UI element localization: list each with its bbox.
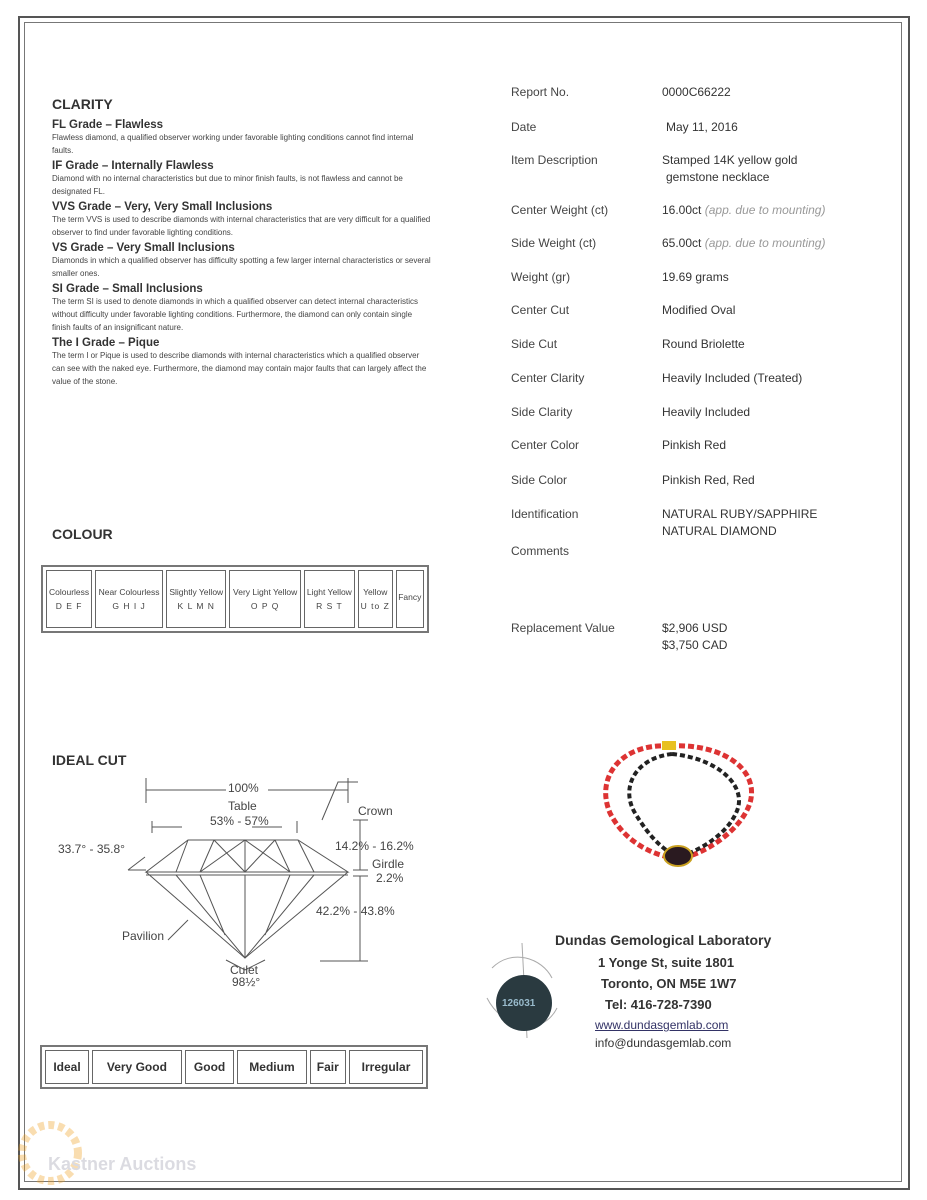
report-label: Side Color <box>511 473 568 487</box>
report-label: Weight (gr) <box>511 270 571 284</box>
crown-label: Crown <box>358 804 393 818</box>
colour-name: Colourless <box>48 587 90 597</box>
report-label: Item Description <box>511 153 598 167</box>
watermark-text: Kastner Auctions <box>48 1154 197 1174</box>
necklace-photo <box>600 738 770 878</box>
report-value <box>662 235 825 252</box>
cut-grade-cell: Very Good <box>92 1050 182 1084</box>
watermark-logo <box>20 1118 197 1193</box>
pavilion-depth: 42.2% - 43.8% <box>316 904 395 918</box>
report-value <box>662 84 731 101</box>
report-label: Center Cut <box>511 303 570 317</box>
clarity-grade-desc: Diamond with no internal characteristics but due to minor finish faults, is not flawless and cannot be designated FL. <box>52 174 403 196</box>
report-label: Center Clarity <box>511 371 585 385</box>
clarity-grade-desc: The term I or Pique is used to describe diamonds with internal characteristics which a qualified observer can see with the naked eye. Furthermore, the diamond may contain major faults that can largely affect the value of the stone. <box>52 351 427 386</box>
report-value <box>666 119 738 136</box>
girdle-label: Girdle <box>372 857 405 871</box>
report-value <box>662 302 735 319</box>
cut-grade-cell: Good <box>185 1050 235 1084</box>
colour-name: Slightly Yellow <box>169 587 224 597</box>
report-value <box>662 370 802 387</box>
colour-name: Fancy <box>398 592 422 602</box>
cut-grade-cell: Medium <box>237 1050 306 1084</box>
colour-cell <box>358 570 393 628</box>
colour-grades: G H I J <box>112 601 146 611</box>
report-value <box>662 336 745 353</box>
report-value <box>662 269 729 286</box>
report-label: Center Color <box>511 438 580 452</box>
report-value <box>662 506 817 540</box>
report-label: Side Clarity <box>511 405 573 419</box>
report-label: Identification <box>511 507 579 521</box>
hologram-seal <box>482 938 562 1048</box>
report-label: Comments <box>511 544 570 558</box>
report-value-text: 0000C66222 <box>662 85 731 99</box>
report-value-text: 19.69 grams <box>662 270 729 284</box>
colour-name: Yellow <box>363 587 388 597</box>
cut-grade-cell: Irregular <box>349 1050 423 1084</box>
report-value-line2: NATURAL DIAMOND <box>662 524 777 538</box>
report-value-text: Modified Oval <box>662 303 736 317</box>
clarity-grade <box>52 201 432 239</box>
pavilion-label: Pavilion <box>122 929 165 943</box>
cut-grade-cell: Ideal <box>45 1050 89 1084</box>
colour-cell <box>95 570 163 628</box>
colour-grades: R S T <box>316 601 343 611</box>
report-value <box>662 202 825 219</box>
clarity-grade-name: The I Grade – Pique <box>52 337 160 349</box>
report-value-text: May 11, 2016 <box>666 120 738 134</box>
lab-email: info@dundasgemlab.com <box>595 1036 732 1050</box>
ideal-cut-title: IDEAL CUT <box>52 752 127 768</box>
culet-angle: 98½° <box>232 975 261 989</box>
report-value-text: Pinkish Red, Red <box>662 473 755 487</box>
report-label: Report No. <box>511 85 570 99</box>
lab-name: Dundas Gemological Laboratory <box>555 932 772 948</box>
seal-number: 126031 <box>502 998 536 1009</box>
report-value-note: (app. due to mounting) <box>704 236 826 250</box>
report-value-text: $2,906 USD <box>662 621 728 635</box>
diameter-label: 100% <box>228 781 259 795</box>
colour-grades: D E F <box>55 601 83 611</box>
report-value-text: Heavily Included (Treated) <box>662 371 803 385</box>
clarity-title: CLARITY <box>52 96 113 112</box>
report-value <box>662 404 750 421</box>
table-percent: 53% - 57% <box>210 814 269 828</box>
report-value-line2: gemstone necklace <box>666 170 770 184</box>
report-label: Center Weight (ct) <box>511 203 609 217</box>
report-value <box>662 152 797 186</box>
culet-label: Culet <box>230 963 259 977</box>
report-label: Side Cut <box>511 337 558 351</box>
clarity-list <box>52 116 432 388</box>
clarity-grade <box>52 337 432 388</box>
clarity-grade <box>52 283 432 334</box>
crown-height: 14.2% - 16.2% <box>335 839 414 853</box>
lab-website-link[interactable]: www.dundasgemlab.com <box>595 1018 729 1032</box>
report-value-text: Heavily Included <box>662 405 751 419</box>
report-value-text: 65.00ct <box>662 236 702 250</box>
colour-cell <box>166 570 226 628</box>
colour-name: Near Colourless <box>98 587 160 597</box>
report-value-text: Pinkish Red <box>662 438 727 452</box>
colour-cell <box>46 570 92 628</box>
report-value-text: NATURAL RUBY/SAPPHIRE <box>662 507 818 521</box>
clarity-grade-desc: Diamonds in which a qualified observer has difficulty spotting a few larger internal characteristics or several smaller ones. <box>52 256 431 278</box>
girdle-percent: 2.2% <box>376 871 404 885</box>
report-value-line2: $3,750 CAD <box>662 638 728 652</box>
lab-address-2: Toronto, ON M5E 1W7 <box>601 976 737 991</box>
report-value-text: Round Briolette <box>662 337 745 351</box>
report-value-text: 16.00ct <box>662 203 702 217</box>
report-value <box>662 472 755 489</box>
colour-grades: K L M N <box>177 601 215 611</box>
clarity-grade-name: VVS Grade – Very, Very Small Inclusions <box>52 201 273 213</box>
clarity-grade <box>52 160 432 198</box>
clarity-grade <box>52 242 432 280</box>
lab-address-1: 1 Yonge St, suite 1801 <box>598 955 735 970</box>
colour-cell <box>229 570 300 628</box>
crown-angle: 33.7° - 35.8° <box>58 842 125 856</box>
report-value <box>662 620 727 654</box>
colour-title: COLOUR <box>52 526 113 542</box>
report-value-note: (app. due to mounting) <box>704 203 826 217</box>
clarity-grade <box>52 119 432 157</box>
cut-grade-table <box>40 1045 428 1089</box>
colour-cell <box>304 570 355 628</box>
colour-scale-table <box>41 565 429 633</box>
colour-name: Very Light Yellow <box>233 587 298 597</box>
lab-phone: Tel: 416-728-7390 <box>605 997 712 1012</box>
colour-grades: O P Q <box>250 601 280 611</box>
report-value <box>662 437 726 454</box>
report-label: Date <box>511 120 537 134</box>
clarity-grade-name: IF Grade – Internally Flawless <box>52 160 214 172</box>
diamond-cut-diagram <box>40 770 440 995</box>
colour-cell <box>396 570 424 628</box>
clarity-grade-name: SI Grade – Small Inclusions <box>52 283 203 295</box>
report-label: Side Weight (ct) <box>511 236 597 250</box>
clarity-grade-name: VS Grade – Very Small Inclusions <box>52 242 235 254</box>
colour-name: Light Yellow <box>306 587 352 597</box>
clarity-grade-name: FL Grade – Flawless <box>52 119 164 131</box>
cut-grade-cell: Fair <box>310 1050 346 1084</box>
clarity-grade-desc: The term SI is used to denote diamonds in which a qualified observer can detect internal characteristics without difficulty under favorable lighting conditions. Furthermore, the diamond can only contain single finish faults of an insignificant nature. <box>52 297 418 332</box>
clarity-grade-desc: The term VVS is used to describe diamonds with internal characteristics that are very difficult for a qualified observer to find under favorable lighting conditions. <box>52 215 431 237</box>
colour-grades: U to Z <box>360 601 390 611</box>
table-label: Table <box>228 799 257 813</box>
report-label: Replacement Value <box>511 621 615 635</box>
report-value-text: Stamped 14K yellow gold <box>662 153 798 167</box>
clarity-grade-desc: Flawless diamond, a qualified observer working under favorable lighting conditions cannot find internal faults. <box>52 133 414 155</box>
